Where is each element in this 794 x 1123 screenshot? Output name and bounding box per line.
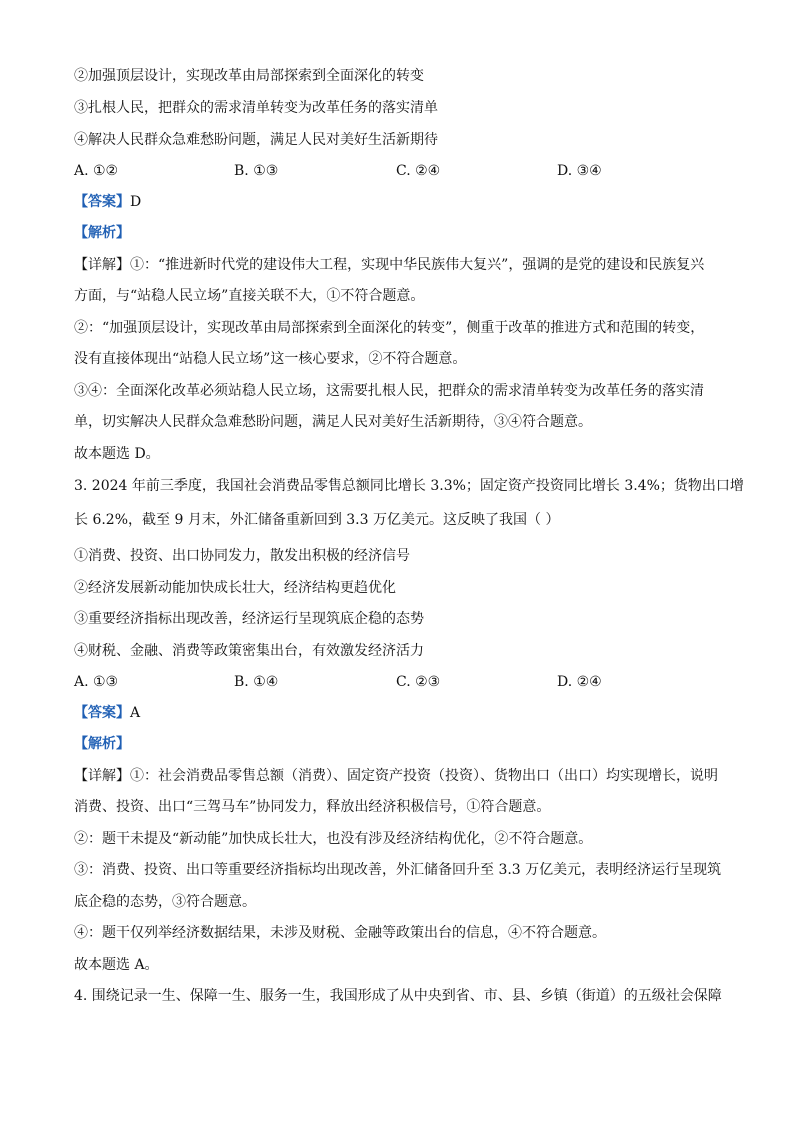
q3-option-a: A. ①③ xyxy=(74,674,119,690)
q3-detail-line xyxy=(74,766,718,786)
q2-detail-line xyxy=(74,255,704,275)
q2-option-c: C. ②④ xyxy=(396,163,441,179)
q2-statement-4: ④解决人民群众急难愁盼问题，满足人民对美好生活新期待 xyxy=(74,132,438,148)
q3-answer xyxy=(74,703,140,723)
q3-statement-4: ④财税、金融、消费等政策密集出台，有效激发经济活力 xyxy=(74,643,424,659)
q2-detail-line: 单，切实解决人民群众急难愁盼问题，满足人民对美好生活新期待，③④符合题意。 xyxy=(74,414,592,430)
q3-detail-line: ③：消费、投资、出口等重要经济指标均出现改善，外汇储备回升至 3.3 万亿美元，表明经济运行呈现筑 xyxy=(74,862,722,878)
q3-detail-line: 底企稳的态势，③符合题意。 xyxy=(74,894,256,910)
q2-option-a: A. ①② xyxy=(74,163,119,179)
q2-option-b: B. ①③ xyxy=(234,163,279,179)
q3-option-c: C. ②③ xyxy=(396,674,441,690)
q3-stem-line: 3. 2024 年前三季度，我国社会消费品零售总额同比增长 3.3%；固定资产投资同比增长 3.4%；货物出口增 xyxy=(74,478,744,494)
q3-stem-line: 长 6.2%，截至 9 月末，外汇储备重新回到 3.3 万亿美元。这反映了我国（ ） xyxy=(74,512,560,528)
q3-analysis-heading xyxy=(74,734,130,754)
detail-tag: 【详解】 xyxy=(74,768,130,784)
q3-detail-line: 消费、投资、出口“三驾马车”协同发力，释放出经济积极信号，①符合题意。 xyxy=(74,799,551,815)
q3-option-b: B. ①④ xyxy=(234,674,279,690)
detail-tag: 【详解】 xyxy=(74,257,130,273)
q3-detail-line: ②：题干未提及“新动能”加快成长壮大，也没有涉及经济结构优化，②不符合题意。 xyxy=(74,831,593,847)
detail-text: ①：“推进新时代党的建设伟大工程，实现中华民族伟大复兴”，强调的是党的建设和民族复兴 xyxy=(130,257,705,273)
answer-tag: 【答案】 xyxy=(74,705,130,721)
answer-value: D xyxy=(130,194,142,210)
answer-tag: 【答案】 xyxy=(74,194,130,210)
q3-detail-line: ④：题干仅列举经济数据结果，未涉及财税、金融等政策出台的信息，④不符合题意。 xyxy=(74,925,606,941)
q2-option-d: D. ③④ xyxy=(557,163,602,179)
answer-value: A xyxy=(130,705,141,721)
q2-detail-line: 没有直接体现出“站稳人民立场”这一核心要求，②不符合题意。 xyxy=(74,351,467,367)
q3-statement-2: ②经济发展新动能加快成长壮大，经济结构更趋优化 xyxy=(74,580,396,596)
q4-stem-line: 4. 围绕记录一生、保障一生、服务一生，我国形成了从中央到省、市、县、乡镇（街道）的五级社会保障 xyxy=(74,988,722,1004)
q2-detail-line: 方面，与“站稳人民立场”直接关联不大，①不符合题意。 xyxy=(74,288,425,304)
q3-statement-1: ①消费、投资、出口协同发力，散发出积极的经济信号 xyxy=(74,548,410,564)
q3-option-d: D. ②④ xyxy=(557,674,602,690)
q3-statement-3: ③重要经济指标出现改善，经济运行呈现筑底企稳的态势 xyxy=(74,611,424,627)
q2-detail-line: ③④：全面深化改革必须站稳人民立场，这需要扎根人民，把群众的需求清单转变为改革任务的落实清 xyxy=(74,383,704,399)
q3-conclusion: 故本题选 A。 xyxy=(74,957,159,973)
q2-conclusion: 故本题选 D。 xyxy=(74,446,160,462)
q2-statement-3: ③扎根人民，把群众的需求清单转变为改革任务的落实清单 xyxy=(74,100,438,116)
q2-analysis-heading xyxy=(74,223,130,243)
q2-detail-line: ②：“加强顶层设计，实现改革由局部探索到全面深化的转变”，侧重于改革的推进方式和范围的转变， xyxy=(74,320,705,336)
analysis-tag: 【解析】 xyxy=(74,225,130,241)
detail-text: ①：社会消费品零售总额（消费）、固定资产投资（投资）、货物出口（出口）均实现增长，说明 xyxy=(130,768,718,784)
analysis-tag: 【解析】 xyxy=(74,736,130,752)
q2-answer xyxy=(74,192,141,212)
q2-statement-2: ②加强顶层设计，实现改革由局部探索到全面深化的转变 xyxy=(74,68,424,84)
